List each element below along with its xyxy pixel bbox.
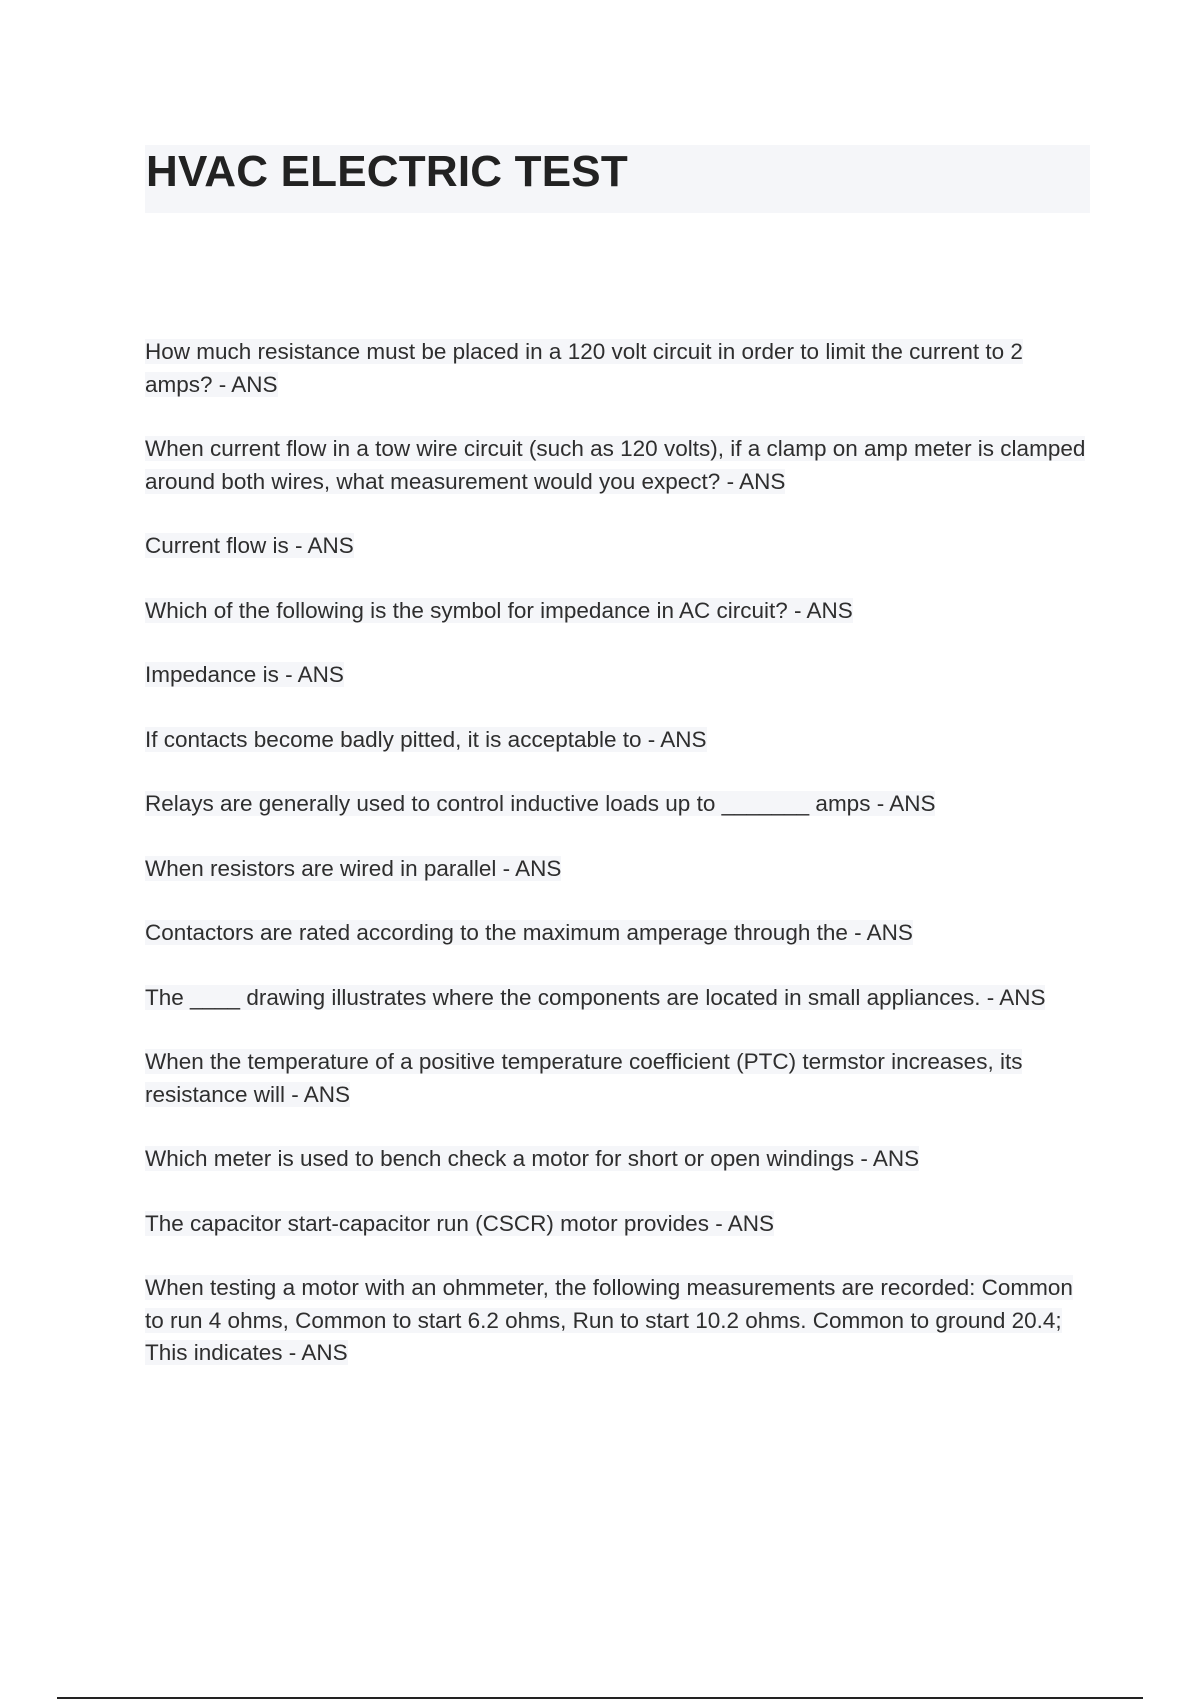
- question-text: When resistors are wired in parallel - ANS: [145, 855, 562, 881]
- question-item: [145, 917, 1095, 950]
- question-text: The capacitor start-capacitor run (CSCR) motor provides - ANS: [145, 1210, 774, 1236]
- question-text: Which meter is used to bench check a motor for short or open windings - ANS: [145, 1146, 920, 1171]
- question-item: [145, 853, 1095, 886]
- question-item: [145, 1046, 1095, 1111]
- question-item: [145, 1272, 1095, 1370]
- question-item: [145, 788, 1095, 821]
- question-item: [145, 1208, 1095, 1241]
- question-text: If contacts become badly pitted, it is acceptable to - ANS: [145, 726, 707, 752]
- question-text: When testing a motor with an ohmmeter, the following measurements are recorded: Common to run 4 ohms, Common to start 6.2 ohms, Run to start 10.2 ohms. Common to ground 20.4; This indicates - ANS: [145, 1275, 1073, 1365]
- question-text: How much resistance must be placed in a 120 volt circuit in order to limit the current to 2 amps? - ANS: [145, 339, 1023, 397]
- question-item: [145, 982, 1095, 1015]
- question-item: [145, 659, 1095, 692]
- question-text: Current flow is - ANS: [145, 533, 354, 558]
- question-item: [145, 724, 1095, 757]
- question-text: When current flow in a tow wire circuit (such as 120 volts), if a clamp on amp meter is clamped around both wires, what measurement would you expect? - ANS: [145, 436, 1086, 494]
- question-list: [145, 336, 1095, 1402]
- question-item: [145, 530, 1095, 563]
- question-text: Contactors are rated according to the maximum amperage through the - ANS: [145, 920, 913, 945]
- question-text: Impedance is - ANS: [145, 662, 344, 687]
- question-item: [145, 433, 1095, 498]
- question-text: Which of the following is the symbol for impedance in AC circuit? - ANS: [145, 597, 853, 623]
- question-item: [145, 336, 1095, 401]
- question-text: Relays are generally used to control inductive loads up to _______ amps - ANS: [145, 791, 936, 816]
- question-item: [145, 1143, 1095, 1176]
- footer-divider: [57, 1697, 1143, 1699]
- question-text: The ____ drawing illustrates where the components are located in small appliances. - ANS: [145, 984, 1046, 1010]
- page-title: HVAC ELECTRIC TEST: [146, 147, 628, 196]
- question-text: When the temperature of a positive temperature coefficient (PTC) termstor increases, its resistance will - ANS: [145, 1049, 1023, 1107]
- question-item: [145, 595, 1095, 628]
